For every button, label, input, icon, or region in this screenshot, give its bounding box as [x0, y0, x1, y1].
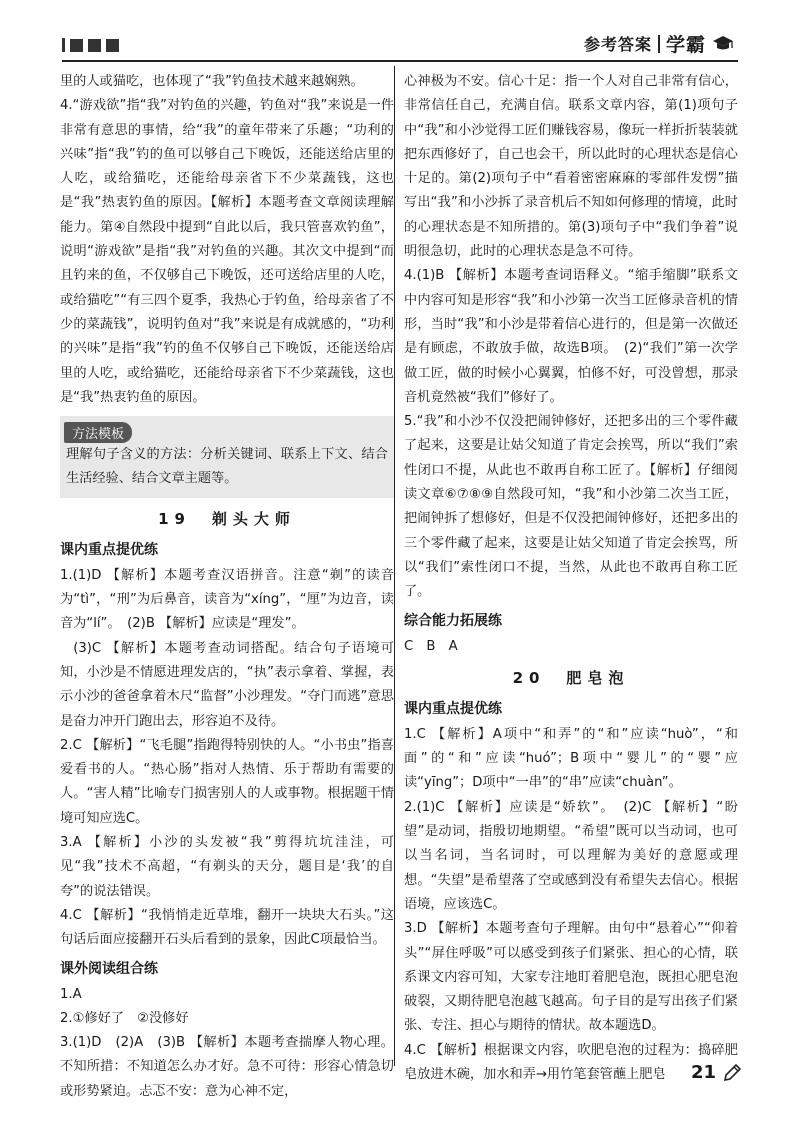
answer-paragraph: 5.“我”和小沙不仅没把闹钟修好，还把多出的三个零件藏了起来，这要是让姑父知道了肯定会挨骂，所以“我们”索性闭口不提，从此也不敢再自称工匠了。【解析】仔细阅读文章⑥⑦⑧⑨自然段可知，“我”和小沙第二次当工匠，把闹钟拆了想修好，但是不仅没把闹钟修好，还把多出的三个零件藏了起来，这要是让姑父知道了肯定会挨骂，所以“我们”索性闭口不提，当然，从此也不敢再自称工匠了。	[404, 414, 738, 600]
section-heading: 课内重点提优练	[60, 541, 158, 558]
answer-paragraph: 2.C 【解析】“飞毛腿”指跑得特别快的人。“小书虫”指喜爱看书的人。“热心肠”指对人热情、乐于帮助有需要的人。“害人精”比喻专门损害别人的人或事物。根据题干情境可知应选C。	[60, 737, 394, 826]
header-label: 参考答案	[583, 35, 652, 54]
answer-paragraph: 4.“游戏欲”指“我”对钓鱼的兴趣，钓鱼对“我”来说是一件非常有意思的事情，给“我”的童年带来了乐趣；“功利的兴味”指“我”钓的鱼可以够自己下晚饭，还能送给店里的人吃，或给猫吃，还能给母亲省下不少菜蔬钱，这也是“我”热衷钓鱼的原因。【解析】本题考查文章阅读理解能力。第④自然段中提到“自此以后，我只管喜欢钓鱼”，说明“游戏欲”是指“我”对钓鱼的兴趣。其次文中提到“而且钓来的鱼，不仅够自己下晚饭，还可送给店里的人吃，或给猫吃”“有三四个夏季，我热心于钓鱼，给母亲省了不少的菜蔬钱”，说明钓鱼对“我”来说是有成就感的，“功利的兴味”是指“我”钓的鱼不仅够自己下晚饭，还能送给店里的人吃，或给猫吃，还能给母亲省下不少菜蔬钱，这也是“我”热衷钓鱼的原因。	[60, 98, 394, 405]
unit-title-20: 20 肥皂泡	[512, 668, 630, 687]
section-heading: 课外阅读组合练	[60, 960, 158, 977]
page-number: 21	[690, 1062, 716, 1083]
answer-paragraph: 2.(1)C 【解析】应读是“娇软”。 (2)C 【解析】“盼望”是动词，指殷切地期望。“希望”既可以当动词，也可以当名词，当名词时，可以理解为美好的意愿或理想。“失望”是希望落了空或感到没有希望失去信心。根据语境，应该选C。	[404, 799, 738, 912]
section-heading: 综合能力拓展练	[404, 612, 502, 629]
pencil-icon	[722, 1063, 742, 1083]
header-right	[584, 30, 734, 57]
page-header	[0, 0, 800, 70]
graduation-cap-icon	[712, 34, 734, 54]
header-rule	[62, 60, 738, 62]
answer-paragraph: 3.D 【解析】本题考查句子理解。由句中“悬着心”“仰着头”“屏住呼吸”可以感受到孩子们紧张、担心的心情，联系课文内容可知，大家专注地盯着肥皂泡，既担心肥皂泡破裂，又期待肥皂泡越飞越高。句子目的是写出孩子们紧张、专注、担心与期待的情状。故本题选D。	[404, 921, 738, 1034]
answer-paragraph: 2.①修好了 ②没修好	[60, 1010, 189, 1026]
answer-paragraph: 4.C 【解析】根据课文内容，吹肥皂泡的过程为：捣碎肥皂放进木碗，加水和弄→用竹笔套管蘸上肥皂	[404, 1042, 738, 1082]
header-mark-square	[106, 39, 119, 52]
answer-paragraph: 4.C 【解析】“我悄悄走近草堆，翻开一块块大石头。”这句话后面应接翻开石头后看到的景象，因此C项最恰当。	[60, 907, 394, 948]
unit-title-19: 19 剃头大师	[158, 509, 296, 528]
brand-name: 学霸	[665, 34, 706, 56]
section-heading: 课内重点提优练	[404, 700, 502, 717]
answer-paragraph: 3.A 【解析】小沙的头发被“我”剪得坑坑洼洼，可见“我”技术不高超，“有剃头的天分，题目是‘我’的自夸”的说法错误。	[60, 835, 394, 899]
header-marks	[62, 38, 119, 52]
page-footer	[691, 1062, 742, 1083]
answer-paragraph: 心神极为不安。信心十足：指一个人对自己非常有信心，非常信任自己，充满自信。联系文章内容，第(1)项句子中“我”和小沙觉得工匠们赚钱容易，像玩一样折折装装就把东西修好了，自己也会干，所以此时的心理状态是信心十足的。第(2)项句子中“看着密密麻麻的零部件发愣”描写出“我”和小沙拆了录音机后不知如何修理的情境，此时的心理状态是不知所措的。第(3)项句子中“我们争着”说明很急切，此时的心理状态是急不可待。	[404, 74, 738, 260]
right-column	[404, 70, 738, 1087]
answer-paragraph: 里的人或猫吃，也体现了“我”钓鱼技术越来越娴熟。	[60, 74, 364, 89]
method-template-tag: 方法模板	[64, 422, 132, 443]
answer-paragraph: (3)C 【解析】本题考查动词搭配。结合句子语境可知，小沙是不情愿进理发店的，“执”表示拿着、掌握，表示小沙的爸爸拿着木尺“监督”小沙理发。“夺门而逃”意思是奋力冲开门跑出去，形容迫不及待。	[60, 640, 394, 729]
answer-paragraph: 4.(1)B 【解析】本题考查词语释义。“缩手缩脚”联系文中内容可知是形容“我”和小沙第一次当工匠修录音机的情形，当时“我”和小沙是带着信心进行的，但是第一次做还是有顾虑，不敢放手做，故选B项。 (2)“我们”第一次学做工匠，做的时候小心翼翼，怕修不好，可没曾想，那录音机竟然被“我们”修好了。	[404, 268, 738, 405]
method-template-text: 理解句子含义的方法：分析关键词、联系上下文、结合生活经验、结合文章主题等。	[66, 447, 388, 487]
left-column	[60, 70, 394, 1104]
method-template-box	[60, 416, 394, 498]
header-separator	[658, 35, 660, 53]
answer-paragraph: 1.A	[60, 986, 82, 1002]
answer-paragraph: 3.(1)D (2)A (3)B 【解析】本题考查揣摩人物心理。不知所措：不知道怎么办才好。急不可待：形容心情急切或形势紧迫。忐忑不安：意为心神不定，	[60, 1035, 394, 1099]
header-mark-square	[70, 39, 83, 52]
answer-paragraph: C B A	[404, 638, 458, 654]
header-mark-square	[88, 39, 101, 52]
answer-paragraph: 1.C 【解析】A项中“和弄”的“和”应读“huò”，“和面”的“和”应读“huó”；B项中“婴儿”的“婴”应读“yīng”；D项中“一串”的“串”应读“chuàn”。	[404, 726, 738, 791]
header-mark-dot	[62, 38, 65, 52]
column-divider	[394, 66, 395, 1066]
answer-paragraph: 1.(1)D 【解析】本题考查汉语拼音。注意“剃”的读音为“tì”，“刑”为后鼻音，读音为“xíng”，“厘”为边音，读音为“lí”。 (2)B 【解析】应读是“理发”。	[60, 567, 394, 632]
